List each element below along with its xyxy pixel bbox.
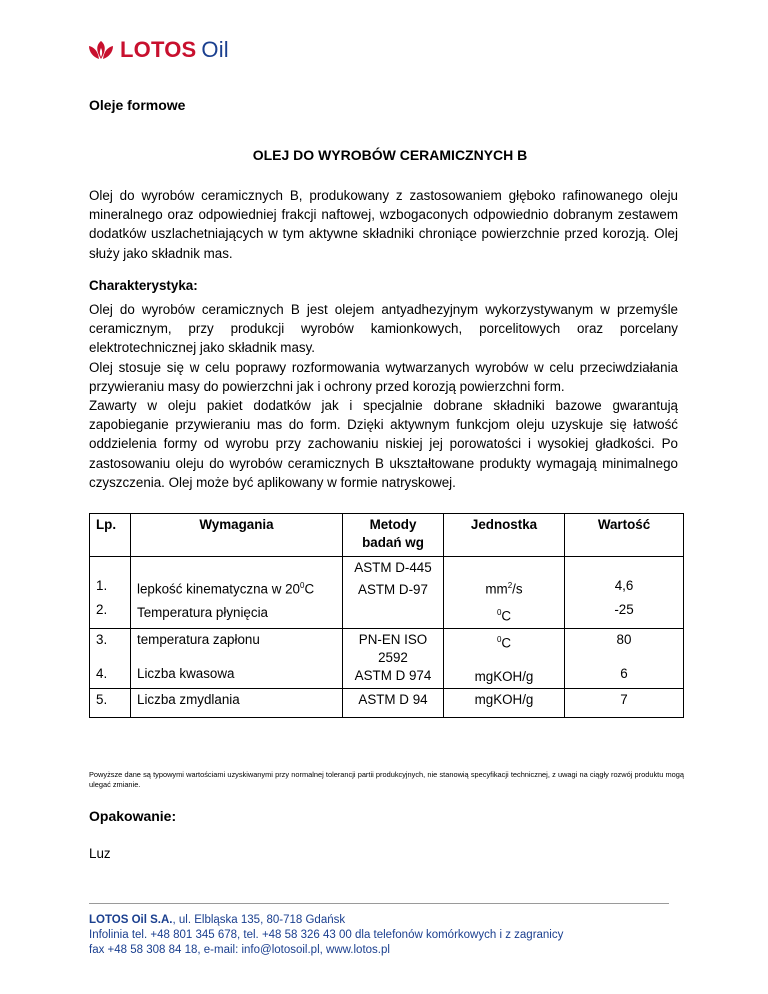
- brand-logo: [88, 36, 229, 64]
- footer-divider: [89, 903, 669, 904]
- characteristics-paragraph: Zawarty w oleju pakiet dodatków jak i specjalnie dobrane składniki bazowe gwarantują zapobieganie przywieraniu mas do form. Dzięki aktywnym funkcjom oleju uzyskuje się łatwość oddzielenia formy od wyrobu przy zachowaniu niskiej jej porowatości i wysokiej gładkości. Po zastosowaniu oleju do wyrobów ceramicznych B ukształtowane produkty wymagają minimalnego czyszczenia. Olej może być aplikowany w formie natryskowej.: [89, 398, 678, 490]
- cell-unit: mgKOH/g: [444, 689, 565, 718]
- cell-requirement: temperatura zapłonu Liczba kwasowa: [131, 628, 343, 688]
- lotos-flower-icon: [88, 39, 114, 61]
- brand-wordmark: [120, 37, 229, 63]
- cell-unit: $mm^2/s$ $^0$C: [444, 557, 565, 629]
- characteristics-paragraph: Olej stosuje się w celu poprawy rozformowania wytwarzanych wyrobów w celu przeciwdziałania przywieraniu masy do powierzchni jak i ochrony przed korozją powierzchni form.: [89, 359, 678, 394]
- cell-value: 4,6 -25: [565, 557, 684, 629]
- footer-address-line: [89, 913, 563, 928]
- cell-lp: 5.: [90, 689, 131, 718]
- header-requirements: Wymagania: [131, 514, 343, 557]
- cell-value: 80 6: [565, 628, 684, 688]
- footer-address: , ul. Elbląska 135, 80-718 Gdańsk: [172, 914, 346, 926]
- table-row: [90, 557, 684, 629]
- cell-method: ASTM D 94: [343, 689, 444, 718]
- packaging-heading: Opakowanie:: [89, 808, 177, 824]
- header-methods: Metody badań wg: [343, 514, 444, 557]
- header-lp: Lp.: [90, 514, 131, 557]
- cell-method: ASTM D-445 ASTM D-97: [343, 557, 444, 629]
- cell-requirement: Liczba zmydlania: [131, 689, 343, 718]
- document-title: OLEJ DO WYROBÓW CERAMICZNYCH B: [252, 147, 528, 163]
- disclaimer-note: Powyższe dane są typowymi wartościami uzyskiwanymi przy normalnej tolerancji partii produkcyjnych, nie stanowią specyfikacji technicznej, z uwagi na ciągły rozwój produktu mogą ulegać zmianie.: [89, 770, 684, 789]
- brand-name-red: LOTOS: [120, 37, 197, 62]
- footer-phone-line: Infolinia tel. +48 801 345 678, tel. +48 58 326 43 00 dla telefonów komórkowych i z zagranicy: [89, 929, 564, 941]
- cell-lp: 1. 2.: [90, 557, 131, 629]
- footer-company: LOTOS Oil S.A.: [89, 914, 173, 926]
- header-unit: Jednostka: [444, 514, 565, 557]
- brand-name-blue: Oil: [201, 37, 229, 62]
- characteristics-heading: Charakterystyka:: [89, 278, 198, 293]
- cell-unit: $^0$C mgKOH/g: [444, 628, 565, 688]
- cell-lp: 3. 4.: [90, 628, 131, 688]
- cell-value: 7: [565, 689, 684, 718]
- cell-method: PN-EN ISO 2592 ASTM D 974: [343, 628, 444, 688]
- section-label: Oleje formowe: [89, 97, 186, 113]
- footer-fax-line: fax +48 58 308 84 18, e-mail: info@lotosoil.pl, www.lotos.pl: [89, 944, 390, 956]
- table-row: [90, 628, 684, 688]
- header-value: Wartość: [565, 514, 684, 557]
- table-row: [90, 689, 684, 718]
- cell-requirement: lepkość kinematyczna w $20^0C$ Temperatura płynięcia: [131, 557, 343, 629]
- intro-paragraph: Olej do wyrobów ceramicznych B, produkowany z zastosowaniem głęboko rafinowanego oleju mineralnego oraz odpowiedniej frakcji naftowej, wzbogaconych odpowiednio dobranym zestawem dodatków uszlachetniających w tym aktywne składniki chroniące powierzchnie przed korozją. Olej służy jako składnik mas.: [89, 188, 678, 261]
- characteristics-body: [89, 300, 678, 492]
- packaging-value: Luz: [89, 846, 111, 861]
- footer-contact: [89, 913, 563, 958]
- table-header-row: [90, 514, 684, 557]
- specification-table: [89, 513, 684, 718]
- characteristics-paragraph: Olej do wyrobów ceramicznych B jest olejem antyadhezyjnym wykorzystywanym w przemyśle ceramicznym, przy produkcji wyrobów kamionkowych, porcelitowych oraz porcelany elektrotechnicznej jako składnik masy.: [89, 302, 678, 356]
